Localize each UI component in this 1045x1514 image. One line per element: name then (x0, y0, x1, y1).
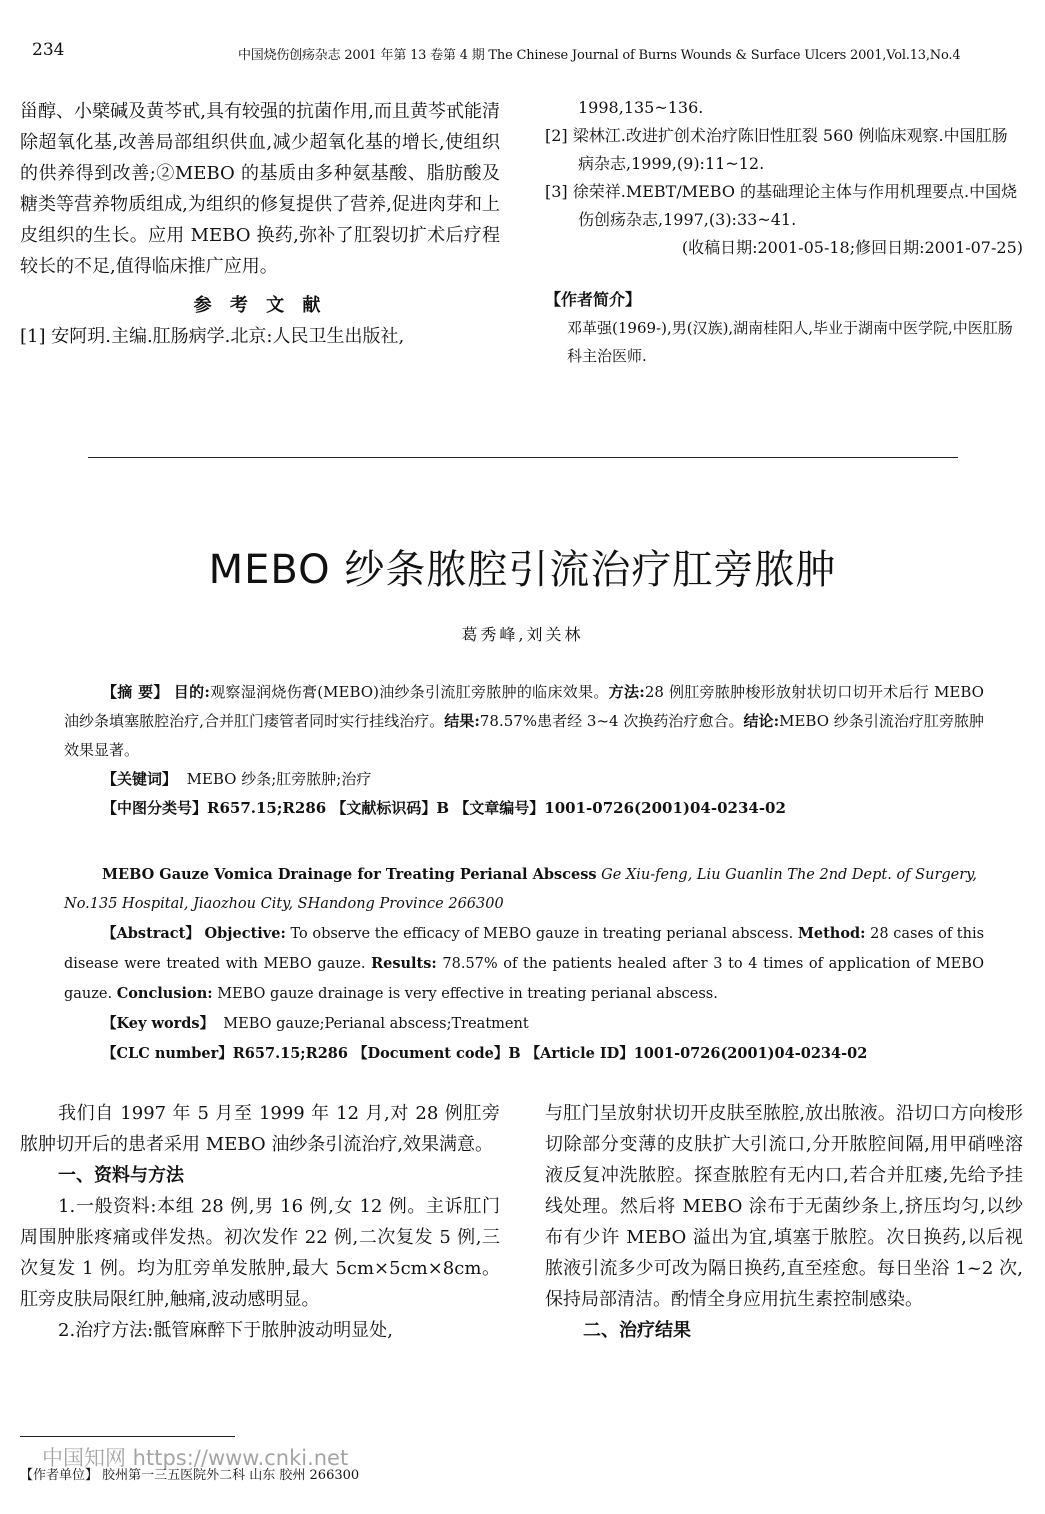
method-en-label: Method: (797, 925, 866, 942)
keywords-en-label: 【Key words】 (102, 1015, 215, 1032)
keywords-zh (64, 765, 984, 794)
keywords-zh-value: MEBO 纱条;肛旁脓肿;治疗 (186, 770, 372, 788)
cnki-watermark: 中国知网 https://www.cnki.net (42, 1446, 349, 1470)
received-dates: (收稿日期:2001-05-18;修回日期:2001-07-25) (681, 238, 1023, 257)
article-authors: 葛秀峰,刘关林 (461, 625, 584, 644)
treatment-paragraph-cont: 与肛门呈放射状切开皮肤至脓腔,放出脓液。沿切口方向梭形切除部分变薄的皮肤扩大引流口,分开脓腔间隔,用甲硝唑溶液反复冲洗脓腔。探查脓腔有无内口,若合并肛瘘,先给予挂线处理。然后将 MEBO 涂布于无菌纱条上,挤压均匀,以纱布有少许 MEBO 溢出为宜,填塞于脓腔。次日换药,以后视脓液引流多少可改为隔日换药,直至痊愈。每日坐浴 1~2 次,保持局部清洁。酌情全身应用抗生素控制感染。 (545, 1103, 1023, 1310)
abstract-chinese (64, 678, 984, 823)
reference-2: [2] 梁林江.改进扩创术治疗陈旧性肛裂 560 例临床观察.中国肛肠病杂志,1999,(9):11~12. (545, 126, 1008, 173)
method-text: 28 例肛旁脓肿梭形放射状切口切开术后行 MEBO 油纱条填塞脓腔治疗,合并肛门瘘管者同时实行挂线治疗。 (64, 683, 984, 730)
previous-article-conclusion (20, 96, 500, 352)
previous-article-references (545, 94, 1023, 370)
abstract-zh-text (64, 678, 984, 765)
keywords-en (64, 1009, 984, 1039)
english-affiliation: No.135 Hospital, Jiaozhou City, SHandong Province 266300 (64, 896, 504, 912)
method-label: 方法: (608, 683, 645, 701)
objective-en-text: To observe the efficacy of MEBO gauze in treating perianal abscess. (290, 926, 794, 942)
article-title: MEBO 纱条脓腔引流治疗肛旁脓肿 (208, 547, 837, 593)
reference-1-continued: 1998,135~136. (578, 98, 704, 117)
body-left-column (20, 1098, 500, 1346)
conclusion-text: MEBO 纱条引流治疗肛旁脓肿效果显著。 (64, 712, 984, 759)
references-heading: 参 考 文 献 (193, 295, 327, 316)
abstract-en-text (64, 919, 984, 1009)
results-en-label: Results: (371, 955, 437, 972)
author-affiliation-footnote: 【作者单位】 胶州第一三五医院外二科 山东 胶州 266300 (20, 1468, 360, 1483)
result-text: 78.57%患者经 3~4 次换药治疗愈合。 (479, 712, 744, 730)
keywords-en-value: MEBO gauze;Perianal abscess;Treatment (223, 1016, 529, 1032)
english-title: MEBO Gauze Vomica Drainage for Treating Perianal Abscess (102, 866, 597, 883)
conclusion-label: 结论: (743, 712, 780, 730)
author-bio: 邓革强(1969-),男(汉族),湖南桂阳人,毕业于湖南中医学院,中医肛肠科主治医师. (567, 319, 1013, 365)
objective-text: 观察湿润烧伤膏(MEBO)油纱条引流肛旁脓肿的临床效果。 (209, 683, 609, 701)
english-title-line (64, 860, 984, 890)
conclusion-en-label: Conclusion: (116, 985, 213, 1002)
classification-en: 【CLC number】R657.15;R286 【Document code】B 【Article ID】1001-0726(2001)04-0234-02 (102, 1045, 868, 1062)
author-bio-heading: 【作者简介】 (545, 290, 642, 309)
method-en-text: 28 cases of this disease were treated with MEBO gauze. (64, 926, 985, 972)
section-heading-results: 二、治疗结果 (583, 1320, 691, 1341)
footnote-divider (20, 1436, 235, 1437)
english-authors: Ge Xiu-feng, Liu Guanlin The 2nd Dept. of Surgery, (601, 867, 978, 883)
results-en-text: 78.57% of the patients healed after 3 to 4 times of application of MEBO gauze. (64, 956, 985, 1002)
running-header: 中国烧伤创疡杂志 2001 年第 13 卷第 4 期 The Chinese Journal of Burns Wounds & Surface Ulcers 2001,Vol.13,No.4 (238, 48, 961, 63)
page-number: 234 (32, 40, 65, 60)
result-label: 结果: (444, 712, 480, 730)
general-data-paragraph: 1.一般资料:本组 28 例,男 16 例,女 12 例。主诉肛门周围肿胀疼痛或伴发热。初次发作 22 例,二次复发 5 例,三次复发 1 例。均为肛旁单发脓肿,最大 5cm×5cm×8cm。肛旁皮肤局限红肿,触痛,波动感明显。 (20, 1196, 500, 1310)
body-right-column (545, 1098, 1023, 1346)
intro-paragraph: 我们自 1997 年 5 月至 1999 年 12 月,对 28 例肛旁脓肿切开后的患者采用 MEBO 油纱条引流治疗,效果满意。 (20, 1103, 500, 1155)
section-heading-methods: 一、资料与方法 (58, 1165, 184, 1186)
reference-3: [3] 徐荣祥.MEBT/MEBO 的基础理论主体与作用机理要点.中国烧伤创疡杂志,1997,(3):33~41. (545, 182, 1018, 229)
objective-label: 目的: (173, 683, 210, 701)
keywords-zh-label: 【关键词】 (102, 770, 178, 788)
abstract-zh-label: 【摘 要】 (102, 683, 169, 701)
objective-en-label: Objective: (204, 925, 286, 942)
abstract-en-label: 【Abstract】 (102, 925, 200, 942)
conclusion-paragraph: 甾醇、小檗碱及黄芩甙,具有较强的抗菌作用,而且黄芩甙能清除超氧化基,改善局部组织供血,减少超氧化基的增长,使组织的供养得到改善;②MEBO 的基质由多种氨基酸、脂肪酸及糖类等营养物质组成,为组织的修复提供了营养,促进肉芽和上皮组织的生长。应用 MEBO 换药,弥补了肛裂切扩术后疗程较长的不足,值得临床推广应用。 (20, 101, 500, 277)
classification-zh: 【中图分类号】R657.15;R286 【文献标识码】B 【文章编号】1001-0726(2001)04-0234-02 (102, 799, 786, 817)
section-divider (88, 457, 958, 458)
reference-1: [1] 安阿玥.主编.肛肠病学.北京:人民卫生出版社, (20, 326, 405, 347)
treatment-paragraph-start: 2.治疗方法:骶管麻醉下于脓肿波动明显处, (58, 1320, 393, 1341)
abstract-english (64, 860, 984, 1068)
conclusion-en-text: MEBO gauze drainage is very effective in treating perianal abscess. (217, 986, 718, 1002)
